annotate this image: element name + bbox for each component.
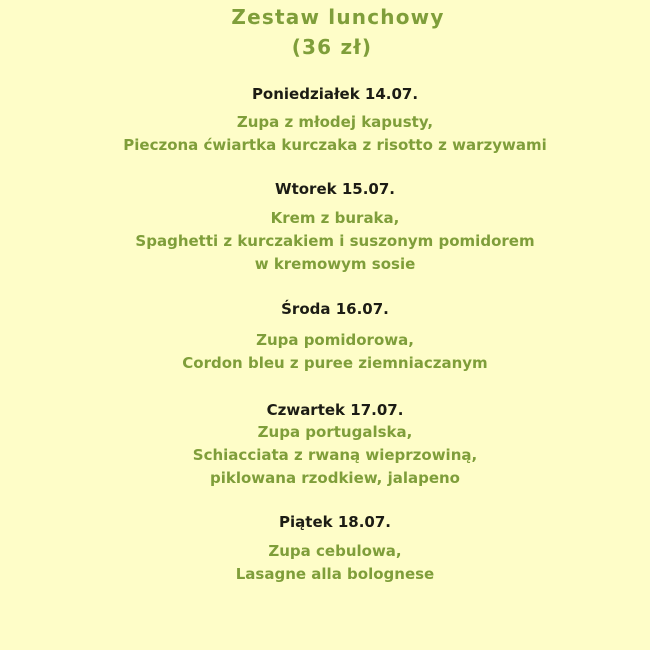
dish-line: Krem z buraka, (270, 209, 400, 227)
menu-price: (36 zł) (291, 35, 373, 59)
dish-line: Zupa pomidorowa, (256, 331, 414, 349)
dish-line: Spaghetti z kurczakiem i suszonym pomidorem (135, 232, 535, 250)
dish-line: Zupa z młodej kapusty, (236, 113, 434, 131)
day-heading: Środa 16.07. (281, 300, 389, 318)
dish-line: Schiacciata z rwaną wieprzowiną, (192, 446, 478, 464)
day-heading: Wtorek 15.07. (275, 180, 395, 198)
dish-line: Zupa cebulowa, (268, 542, 402, 560)
dish-line: piklowana rzodkiew, jalapeno (209, 469, 460, 487)
dish-line: Pieczona ćwiartka kurczaka z risotto z warzywami (123, 136, 547, 154)
menu-title: Zestaw lunchowy (231, 5, 445, 29)
dish-line: w kremowym sosie (254, 255, 416, 273)
day-heading: Piątek 18.07. (279, 513, 391, 531)
dish-line: Lasagne alla bolognese (235, 565, 435, 583)
dish-line: Zupa portugalska, (257, 423, 413, 441)
dish-line: Cordon bleu z puree ziemniaczanym (182, 354, 488, 372)
day-heading: Poniedziałek 14.07. (251, 85, 419, 103)
day-heading: Czwartek 17.07. (266, 401, 404, 419)
